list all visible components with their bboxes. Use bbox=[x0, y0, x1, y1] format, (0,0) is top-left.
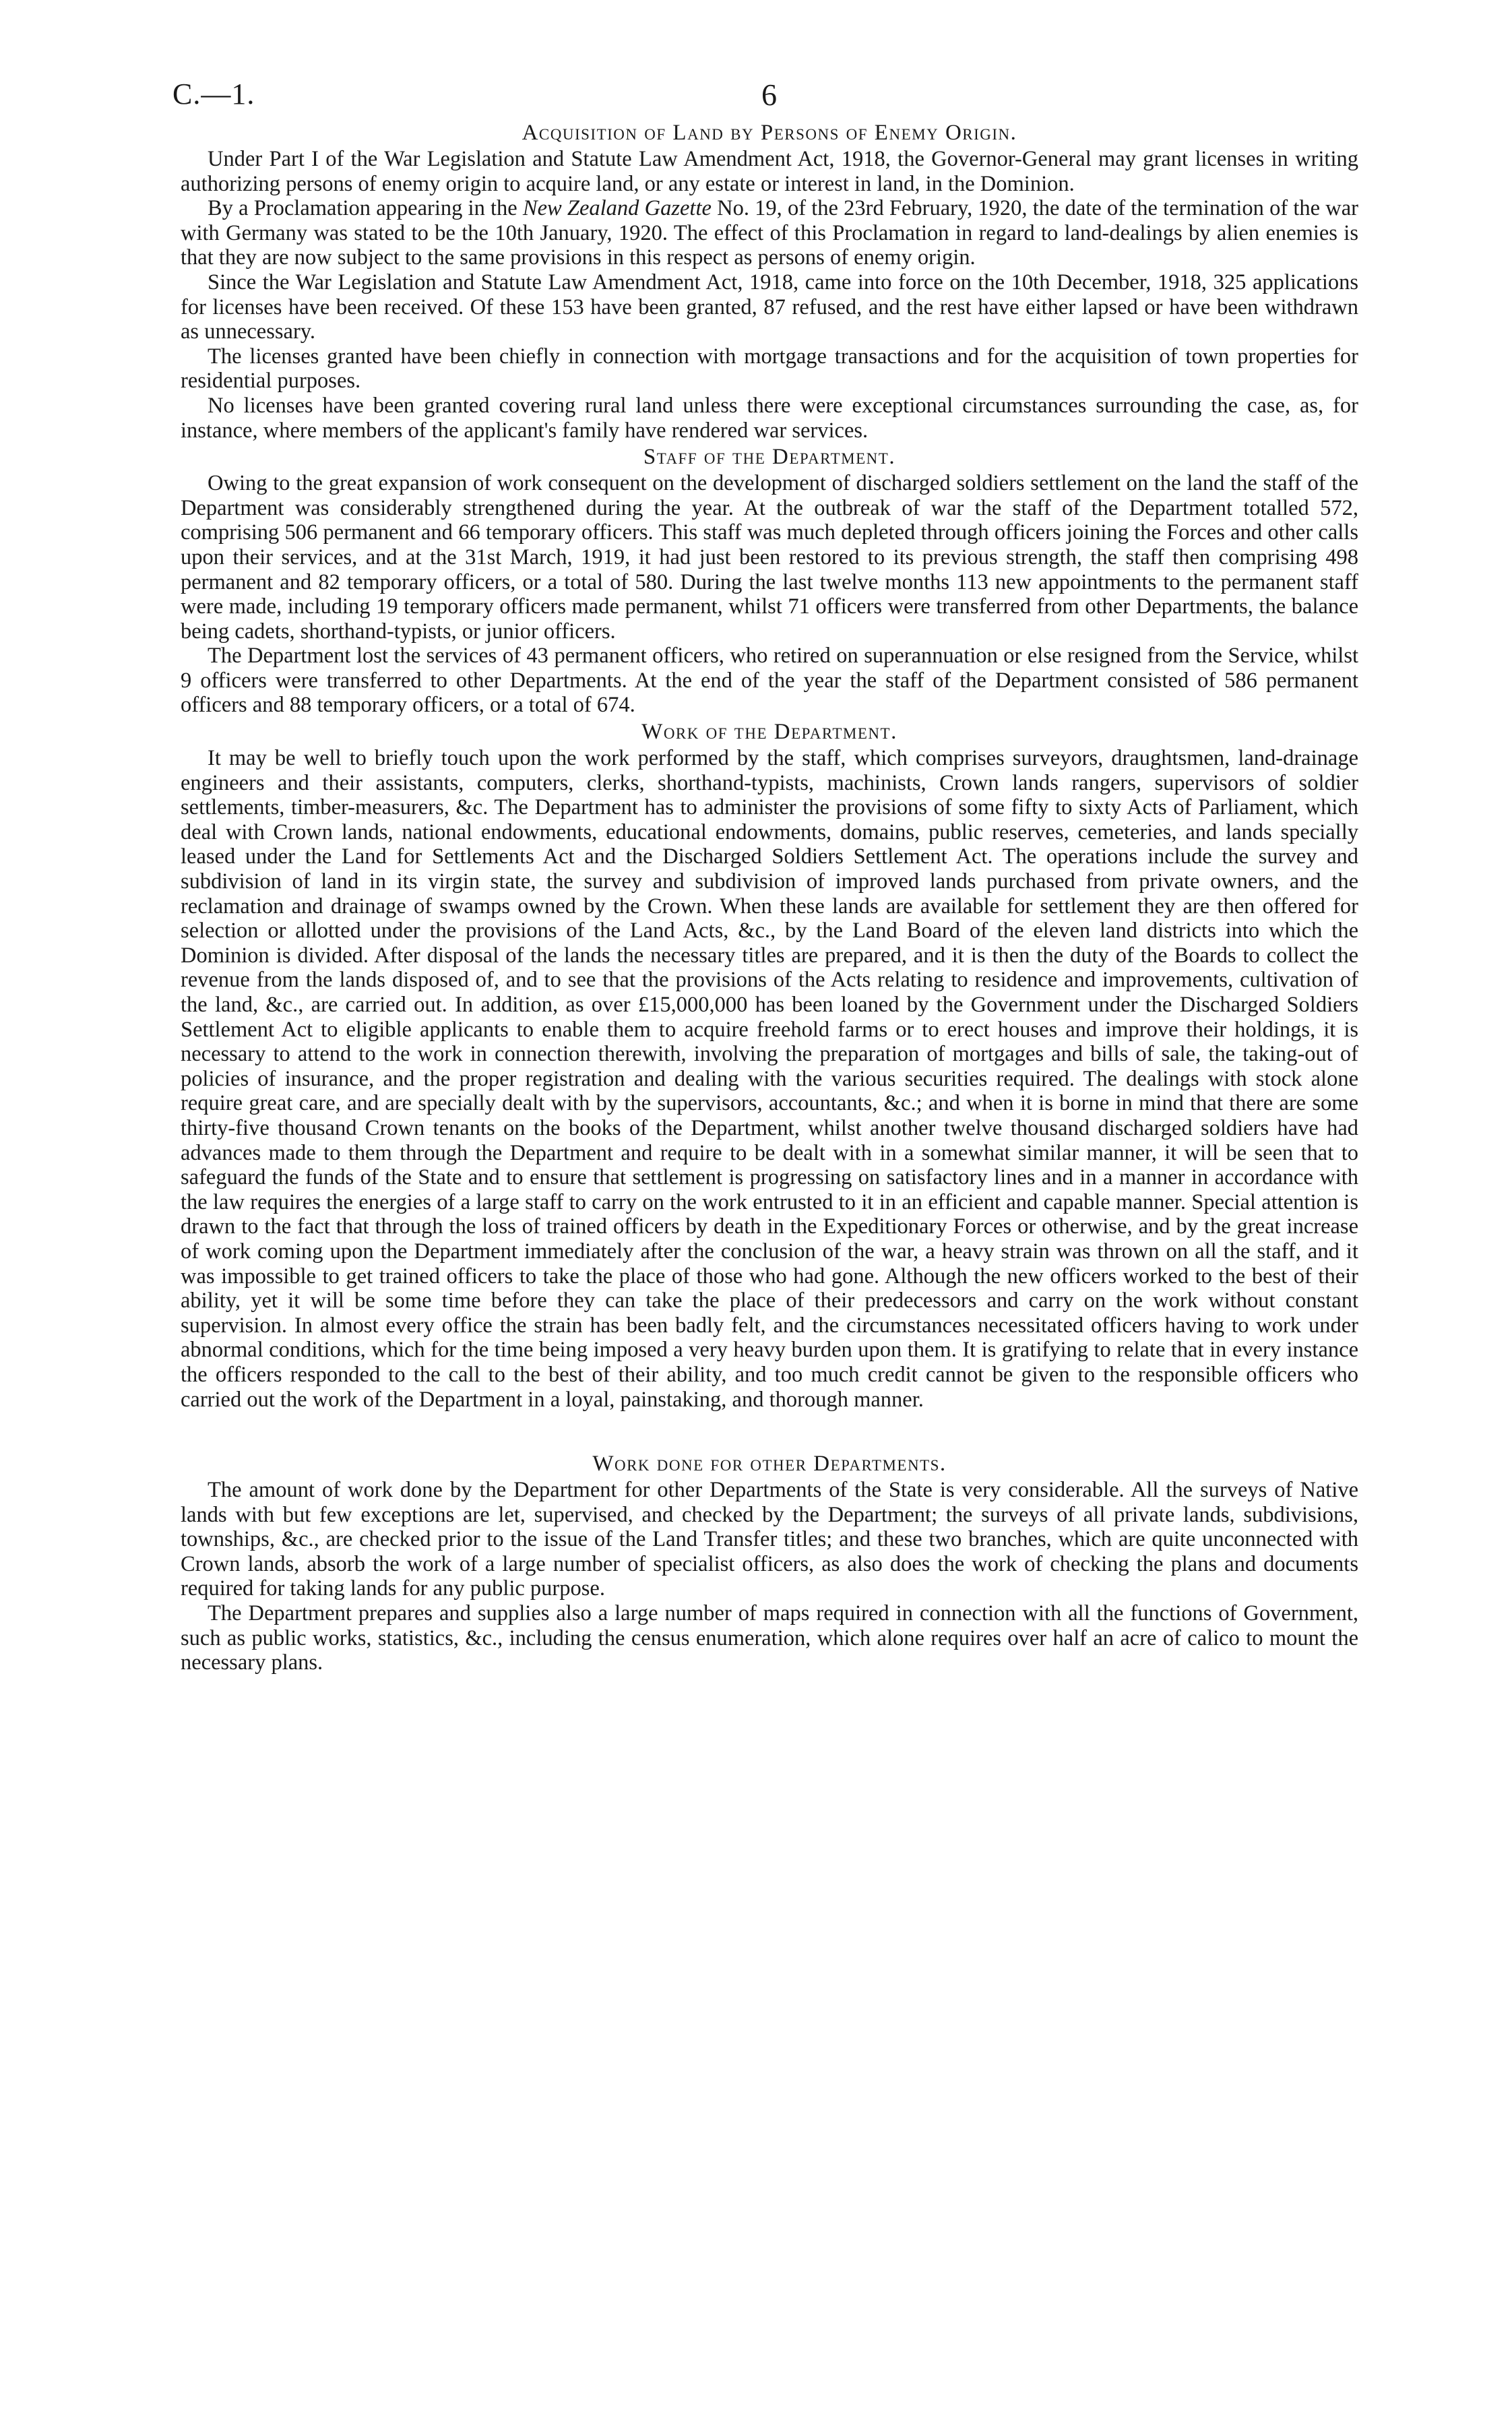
paragraph: Under Part I of the War Legislation and Statute Law Amendment Act, 1918, the Governor-General may grant licenses in writing authorizing persons of enemy origin to acquire land, or any estate or interest in land, in the Dominion. bbox=[181, 147, 1358, 196]
paragraph: Owing to the great expansion of work consequent on the development of discharged soldiers settlement on the land the staff of the Department was considerably strengthened during the year. At the outbreak of war the staff of the Department totalled 572, comprising 506 permanent and 66 temporary officers. This staff was much depleted through officers joining the Forces and other calls upon their services, and at the 31st March, 1919, it had just been restored to its previous strength, the staff then comprising 498 permanent and 82 temporary officers, or a total of 580. During the last twelve months 113 new appointments to the permanent staff were made, including 19 temporary officers made permanent, whilst 71 officers were transferred from other Departments, the balance being cadets, shorthand-typists, or junior officers. bbox=[181, 471, 1358, 644]
gazette-title: New Zealand Gazette bbox=[522, 196, 712, 221]
section-heading-work: Work of the Department. bbox=[641, 720, 897, 745]
section-staff bbox=[181, 443, 1358, 718]
paragraph: The amount of work done by the Department for other Departments of the State is very considerable. All the surveys of Native lands with but few exceptions are let, supervised, and checked by the Department; the surveys of all private lands, subdivisions, townships, &c., are checked prior to the issue of the Land Transfer titles; and these two branches, which are quite unconnected with Crown lands, absorb the work of a large number of specialist officers, as also does the work of checking the plans and documents required for taking lands for any public purpose. bbox=[181, 1478, 1358, 1601]
section-work bbox=[181, 718, 1358, 1412]
section-acquisition bbox=[181, 119, 1358, 443]
paragraph: Since the War Legislation and Statute Law Amendment Act, 1918, came into force on the 10th December, 1918, 325 applications for licenses have been received. Of these 153 have been granted, 87 refused, and the rest have either lapsed or have been withdrawn as unnecessary. bbox=[181, 270, 1358, 344]
paragraph-text: By a Proclamation appearing in the bbox=[208, 196, 523, 221]
paragraph: The Department prepares and supplies also a large number of maps required in connection with all the functions of Government, such as public works, statistics, &c., including the census enumeration, which alone requires over half an acre of calico to mount the necessary plans. bbox=[181, 1601, 1358, 1675]
section-heading-staff: Staff of the Department. bbox=[643, 445, 896, 470]
paragraph: It may be well to briefly touch upon the work performed by the staff, which comprises surveyors, draughtsmen, land-drainage engineers and their assistants, computers, clerks, shorthand-typists, machinists, Crown lands rangers, supervisors of soldier settlements, timber-measurers, &c. The Department has to administer the provisions of some fifty to sixty Acts of Parliament, which deal with Crown lands, national endowments, educational endowments, domains, public reserves, cemeteries, and lands specially leased under the Land for Settlements Act and the Discharged Soldiers Settlement Act. The operations include the survey and subdivision of land in its virgin state, the survey and subdivision of improved lands purchased from private owners, and the reclamation and drainage of swamps owned by the Crown. When these lands are available for settlement they are then offered for selection or allotted under the provisions of the Land Acts, &c., by the Land Board of the eleven land districts into which the Dominion is divided. After disposal of the lands the necessary titles are prepared, and it is then the duty of the Boards to collect the revenue from the lands disposed of, and to see that the provisions of the Acts relating to residence and improvements, cultivation of the land, &c., are carried out. In addition, as over £15,000,000 has been loaned by the Government under the Discharged Soldiers Settlement Act to eligible applicants to enable them to acquire freehold farms or to erect houses and improve their holdings, it is necessary to attend to the work in connection therewith, involving the preparation of mortgages and bills of sale, the taking-out of policies of insurance, and the proper registration and dealing with the various securities required. The dealings with stock alone require great care, and are specially dealt with by the supervisors, accountants, &c.; and when it is borne in mind that there are some thirty-five thousand Crown tenants on the books of the Department, whilst another twelve thousand discharged soldiers have had advances made to them through the Department and require to be dealt with in a somewhat similar manner, it will be seen that to safeguard the funds of the State and to ensure that settlement is progressing on satisfactory lines and in a manner in accordance with the law requires the energies of a large staff to carry on the work entrusted to it in an efficient and capable manner. Special attention is drawn to the fact that through the loss of trained officers by death in the Expeditionary Forces or otherwise, and by the great increase of work coming upon the Department immediately after the conclusion of the war, a heavy strain was thrown on all the staff, and it was impossible to get trained officers to take the place of those who had gone. Although the new officers worked to the best of their ability, yet it will be some time before they can take the place of their predecessors and carry on the work without constant supervision. In almost every office the strain has been badly felt, and the circumstances necessitated officers having to work under abnormal conditions, which for the time being imposed a very heavy burden upon them. It is gratifying to relate that in every instance the officers responded to the call to the best of their ability, and too much credit cannot be given to the responsible officers who carried out the work of the Department in a loyal, painstaking, and thorough manner. bbox=[181, 746, 1358, 1412]
paragraph: The licenses granted have been chiefly in connection with mortgage transactions and for the acquisition of town properties for residential purposes. bbox=[181, 344, 1358, 394]
paragraph: The Department lost the services of 43 permanent officers, who retired on superannuation or else resigned from the Service, whilst 9 officers were transferred to other Departments. At the end of the year the staff of the Department consisted of 586 permanent officers and 88 temporary officers, or a total of 674. bbox=[181, 644, 1358, 718]
section-heading-acquisition: Acquisition of Land by Persons of Enemy Origin. bbox=[522, 121, 1017, 145]
section-heading-other-departments: Work done for other Departments. bbox=[592, 1452, 947, 1477]
paragraph: No licenses have been granted covering rural land unless there were exceptional circumstances surrounding the case, as, for instance, where members of the applicant's family have rendered war services. bbox=[181, 393, 1358, 443]
page-number: 6 bbox=[761, 77, 777, 112]
paragraph bbox=[181, 196, 1358, 270]
section-other-departments bbox=[181, 1450, 1358, 1675]
paragraph-text: No. 19, of the 23rd February, 1920, the date of the termination of the war with Germany was stated to be the 10th January, 1920. The effect of this Proclamation in regard to land-dealings by alien enemies is that they are now subject to the same provisions in this respect as persons of enemy origin. bbox=[181, 196, 1358, 270]
running-header bbox=[172, 65, 1358, 119]
document-page bbox=[172, 65, 1358, 1675]
series-code: C.—1. bbox=[172, 77, 255, 111]
